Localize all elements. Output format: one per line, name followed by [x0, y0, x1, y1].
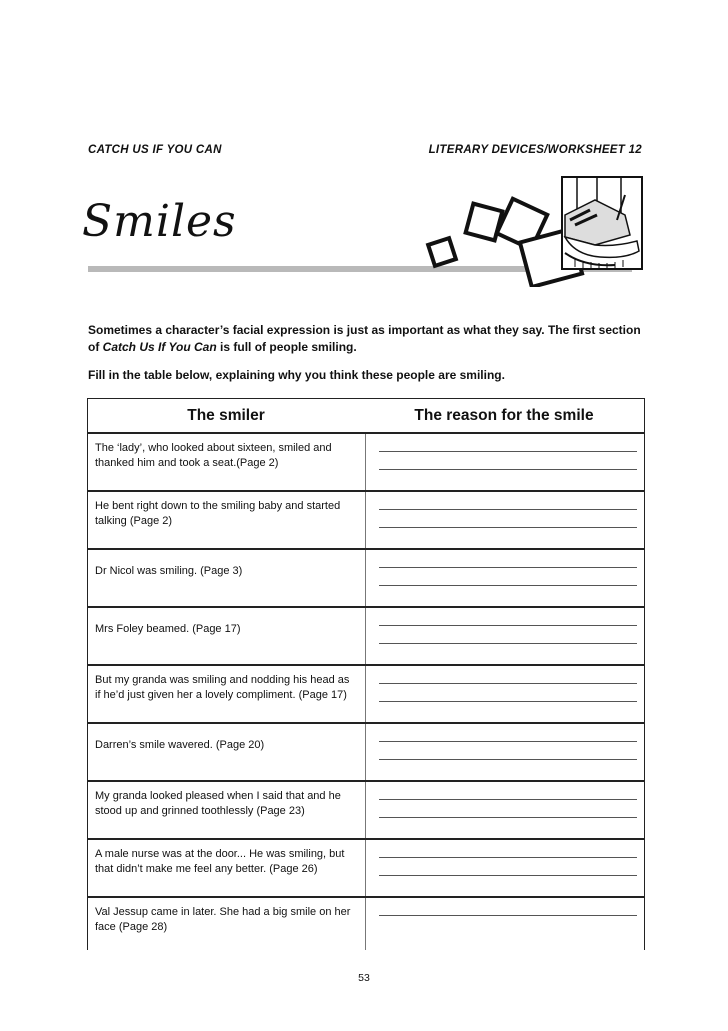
answer-line[interactable] [379, 799, 637, 800]
table-row [88, 898, 644, 950]
header-book-title: CATCH US IF YOU CAN [88, 144, 222, 156]
table-row [88, 434, 644, 492]
reason-answer-cell[interactable] [366, 666, 644, 722]
intro-book-title: Catch Us If You Can [102, 340, 217, 354]
table-row [88, 840, 644, 898]
reason-answer-cell[interactable] [366, 550, 644, 606]
smiler-quote: He bent right down to the smiling baby and started talking (Page 2) [88, 492, 366, 548]
smiler-quote: The ‘lady’, who looked about sixteen, smiled and thanked him and took a seat.(Page 2) [88, 434, 366, 490]
intro-text-part2: is full of people smiling. [216, 340, 357, 354]
table-row [88, 608, 644, 666]
smiler-quote: A male nurse was at the door... He was smiling, but that didn’t make me feel any better. (Page 26) [88, 840, 366, 896]
answer-line[interactable] [379, 759, 637, 760]
answer-line[interactable] [379, 469, 637, 470]
reason-answer-cell[interactable] [366, 724, 644, 780]
reason-answer-cell[interactable] [366, 608, 644, 664]
reason-answer-cell[interactable] [366, 782, 644, 838]
answer-line[interactable] [379, 527, 637, 528]
answer-line[interactable] [379, 701, 637, 702]
table-row [88, 550, 644, 608]
decorative-illustration [425, 175, 650, 287]
intro-text-part1: Sometimes a character’s facial expression is just as important as what they say. The first section of [88, 323, 641, 354]
answer-line[interactable] [379, 683, 637, 684]
smiles-table [87, 398, 645, 950]
answer-line[interactable] [379, 451, 637, 452]
reason-answer-cell[interactable] [366, 898, 644, 950]
answer-line[interactable] [379, 915, 637, 916]
table-row [88, 492, 644, 550]
table-header-row [88, 399, 644, 434]
answer-line[interactable] [379, 625, 637, 626]
answer-line[interactable] [379, 875, 637, 876]
reason-answer-cell[interactable] [366, 840, 644, 896]
table-row [88, 666, 644, 724]
page-number: 53 [358, 972, 370, 984]
smiler-quote: But my granda was smiling and nodding his head as if he’d just given her a lovely compliment. (Page 17) [88, 666, 366, 722]
column-header-smiler: The smiler [187, 406, 265, 424]
answer-line[interactable] [379, 741, 637, 742]
smiler-quote: Mrs Foley beamed. (Page 17) [88, 608, 366, 664]
column-header-reason: The reason for the smile [414, 406, 594, 424]
page-title: Smiles [82, 196, 237, 247]
table-row [88, 724, 644, 782]
answer-line[interactable] [379, 585, 637, 586]
instruction-text: Fill in the table below, explaining why you think these people are smiling. [88, 368, 505, 382]
answer-line[interactable] [379, 857, 637, 858]
sneakers-illustration [562, 177, 642, 269]
answer-line[interactable] [379, 567, 637, 568]
answer-line[interactable] [379, 509, 637, 510]
answer-line[interactable] [379, 643, 637, 644]
answer-line[interactable] [379, 817, 637, 818]
intro-paragraph [88, 322, 648, 356]
table-row [88, 782, 644, 840]
smiler-quote: Darren’s smile wavered. (Page 20) [88, 724, 366, 780]
smiler-quote: Val Jessup came in later. She had a big smile on her face (Page 28) [88, 898, 366, 950]
header-worksheet-label: LITERARY DEVICES/WORKSHEET 12 [428, 144, 642, 156]
square-shape [428, 238, 456, 266]
smiler-quote: Dr Nicol was smiling. (Page 3) [88, 550, 366, 606]
reason-answer-cell[interactable] [366, 434, 644, 490]
reason-answer-cell[interactable] [366, 492, 644, 548]
smiler-quote: My granda looked pleased when I said that and he stood up and grinned toothlessly (Page 23) [88, 782, 366, 838]
